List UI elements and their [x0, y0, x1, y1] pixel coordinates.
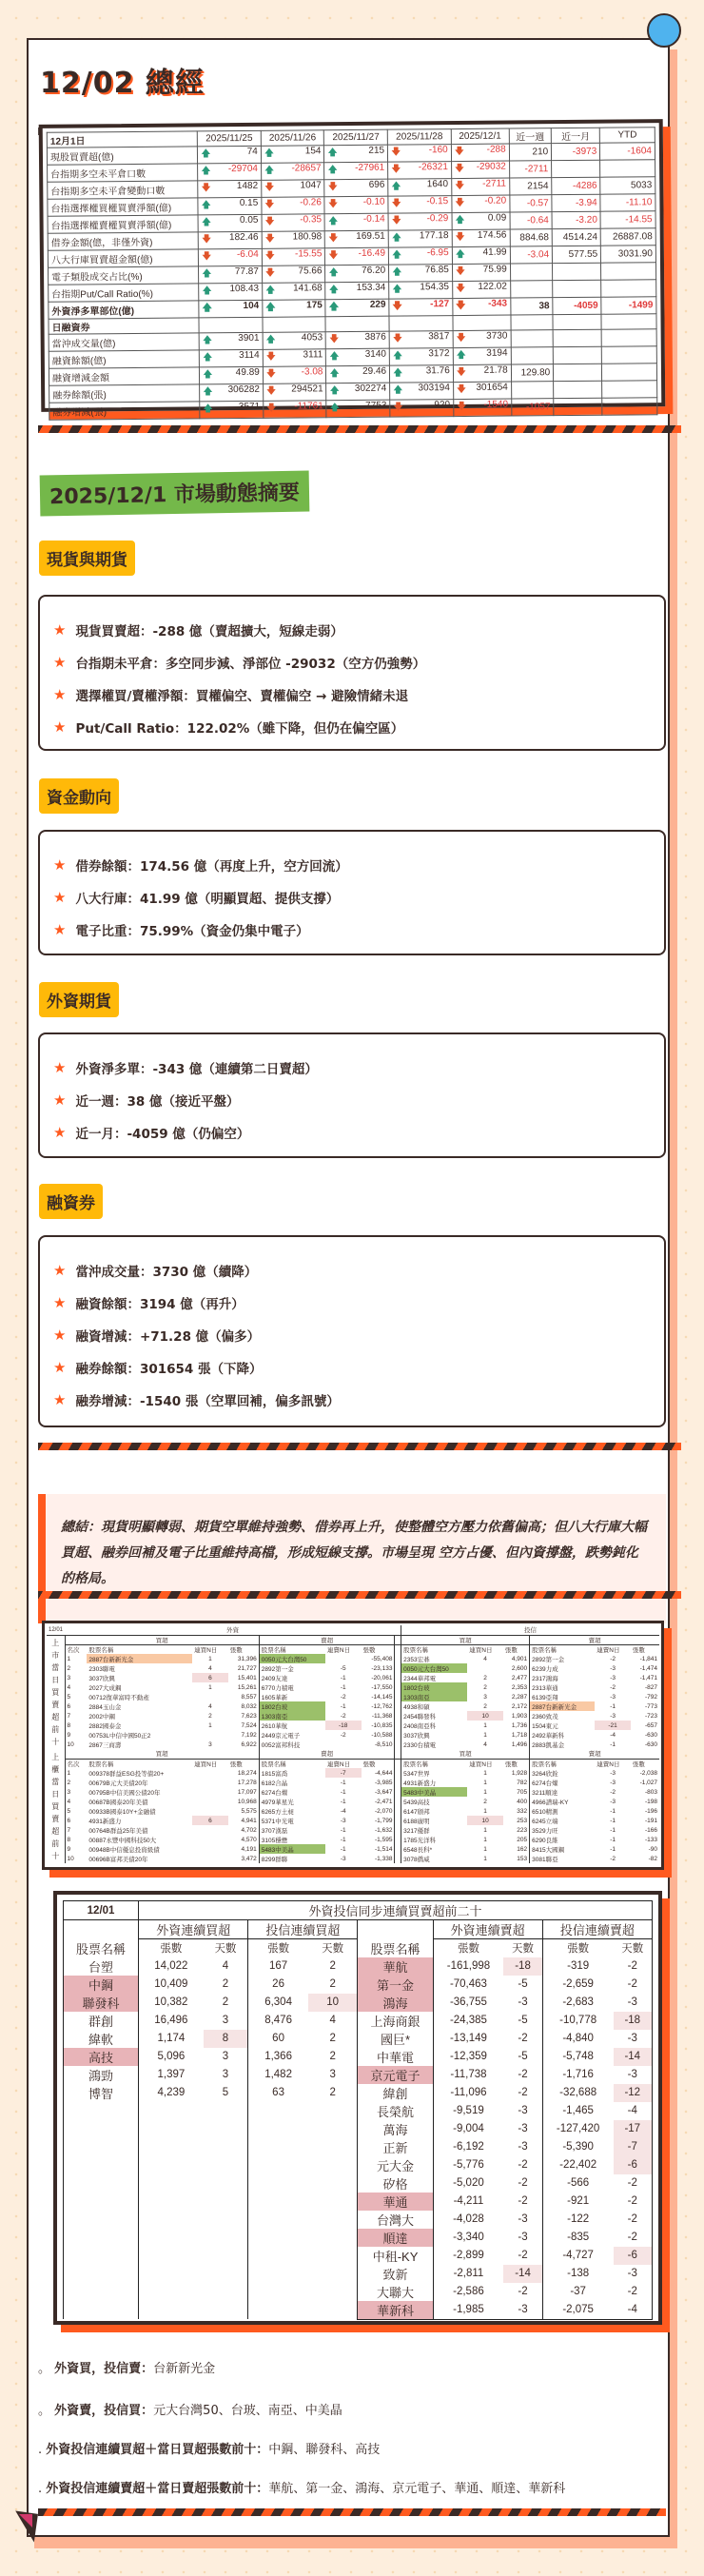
- sync-row: 鴻勁 1,397 3 1,482 3 京元電子 -11,738 -2 -1,716 -3: [64, 2066, 653, 2084]
- star-icon: ★: [53, 856, 67, 874]
- sync-row: 順達 -3,340 -3 -835 -2: [64, 2229, 653, 2247]
- table-row: 日融資券: [49, 314, 656, 335]
- sync-row: 華新科 -1,985 -3 -2,075 -4: [64, 2301, 653, 2320]
- sync-row: 聯發科 10,382 2 6,304 10 鴻海 -36,755 -3 -2,683 -3: [64, 1994, 653, 2012]
- up-arrow-icon: 🡅: [203, 386, 213, 398]
- down-arrow-icon: 🡇: [391, 164, 401, 175]
- up-arrow-icon: 🡅: [328, 285, 340, 296]
- down-arrow-icon: 🡇: [265, 368, 277, 380]
- sync-row: 緯軟 1,174 8 60 2 國巨* -13,149 -2 -4,840 -3: [64, 2030, 653, 2048]
- down-arrow-icon: 🡇: [327, 199, 339, 210]
- star-icon: ★: [53, 1059, 67, 1076]
- bullet-text: 融券餘額：301654 張（下降）: [75, 1362, 263, 1377]
- rank-row: 3 00795B中信美國公債20年 17,097 6274台燿 -1 -3,647 5483中美晶 1 705 3211順達 -2 -803: [67, 1788, 657, 1797]
- rank-row: 2 00679B元大美債20年 17,278 6182合晶 -1 -3,985 4931新盛力 1 782 6274台燿 -3 -1,027: [67, 1779, 657, 1787]
- macro-table-image: [39, 119, 666, 419]
- rank-row: 9 00753L中信中國50正2 7,192 2449京元電子 -2 -10,588 3037欣興 1 1,718 2492華新科 -4 -630: [67, 1731, 657, 1740]
- down-arrow-icon: 🡇: [327, 182, 339, 193]
- bullet-text: 近一月：-4059 億（仍偏空）: [75, 1127, 250, 1142]
- sync-row: 華通 -4,211 -2 -921 -2: [64, 2193, 653, 2211]
- down-arrow-icon: 🡇: [393, 402, 403, 413]
- bullet-item: [53, 711, 651, 743]
- bullet-item: [53, 1351, 651, 1384]
- bullet-text: 選擇權買/賣權淨額：買權偏空、賣權偏空 → 避險情緒未退: [75, 689, 409, 704]
- down-arrow-icon: 🡇: [456, 383, 467, 396]
- up-arrow-icon: 🡅: [392, 266, 402, 278]
- table-row: 借券金額(億，非僅外資) 🡇 182.46 🡇 180.98 🡇 169.51 🡅 177.18 🡇 174.56 884.68 4514.24 26887.08: [48, 228, 655, 251]
- rank-row: 8 00887永豐中國科技50大 4,570 3105穩懋 -1 -1,595 1785光洋科 1 205 6290良維 -1 -133: [67, 1836, 657, 1844]
- footnote-3: . 外資投信連續買超＋當日買超張數前十：中鋼、聯發科、高技: [38, 2443, 381, 2457]
- table-header: 12月1日 2025/11/25 2025/11/26 2025/11/27 2025/11/28 2025/12/1 近一週 近一月 YTD: [47, 128, 655, 148]
- rank-row: 10 2867三商壽 3 6,922 0052富邦科技 -8,510 2330台積電 4 1,496 2883凱基金 -1 -630: [67, 1740, 657, 1749]
- bullet-item: [53, 1052, 651, 1084]
- table-row: 台指選擇權賣權買賣淨額(億) 🡅 0.05 🡇 -0.35 🡅 -0.14 🡇 -0.29 🡅 0.09 -0.64 -3.20 -14.55: [48, 211, 655, 234]
- down-arrow-icon: 🡇: [265, 351, 277, 363]
- rank-row: 4 2027大成鋼 1 15,261 6770力積電 -1 -17,550 1802台玻 2 2,353 2313華通 -2 -827: [67, 1683, 657, 1692]
- up-arrow-icon: 🡅: [328, 216, 339, 227]
- sync-row: 正新 -6,192 -3 -5,390 -7: [64, 2138, 653, 2156]
- tag-margin: 融資券: [39, 1184, 103, 1219]
- up-arrow-icon: 🡅: [201, 217, 212, 228]
- down-arrow-icon: 🡇: [264, 233, 275, 245]
- stripe-divider: [38, 1591, 681, 1599]
- up-arrow-icon: 🡅: [455, 248, 465, 261]
- star-icon: ★: [53, 889, 67, 906]
- stripe-divider: [38, 2508, 666, 2516]
- box-spot-futures: [38, 595, 666, 751]
- star-icon: ★: [53, 921, 67, 938]
- star-icon: ★: [53, 1262, 67, 1279]
- down-arrow-icon: 🡇: [201, 183, 211, 194]
- rank-row: 3 3037欣興 6 15,401 2409友達 -1 -20,061 2344華邦電 2 2,477 2317鴻海 -3 -1,471: [67, 1674, 657, 1682]
- up-arrow-icon: 🡅: [264, 165, 275, 176]
- up-arrow-icon: 🡅: [392, 284, 402, 295]
- footnote-1: 。 外資買，投信賣：台新新光金: [38, 2362, 216, 2376]
- down-arrow-icon: 🡇: [455, 283, 466, 295]
- bullet-item: [53, 1116, 651, 1149]
- star-icon: ★: [53, 1359, 67, 1376]
- up-arrow-icon: 🡅: [328, 267, 339, 279]
- stripe-divider: [38, 1443, 681, 1450]
- down-arrow-icon: 🡇: [391, 198, 401, 209]
- down-arrow-icon: 🡇: [456, 332, 466, 344]
- corner-decoration-pink: [19, 2514, 32, 2527]
- rank-row: 7 00764B群益25年美債 4,702 3707漢磊 -1 -1,632 3217優群 1 223 3529力旺 -1 -166: [67, 1826, 657, 1835]
- bullet-item: [53, 1287, 651, 1319]
- up-arrow-icon: 🡅: [203, 369, 213, 381]
- rank-row: 1 2887台新新光金 1 31,396 0050元大台灣50 -55,408 2353宏碁 4 4,901 2892第一金 -2 -1,841: [67, 1655, 657, 1663]
- rank-row: 6 4931新盛力 6 4,941 5371中光電 -3 -1,799 6188廣明 10 253 6245立端 -1 -191: [67, 1817, 657, 1825]
- bullet-text: 電子比重：75.99%（資金仍集中電子）: [75, 924, 309, 939]
- tag-foreign-futures: 外資期貨: [39, 982, 119, 1017]
- down-arrow-icon: 🡇: [328, 250, 339, 262]
- up-arrow-icon: 🡅: [391, 232, 402, 244]
- sync-row: 長榮航 -9,519 -3 -1,465 -4: [64, 2102, 653, 2120]
- down-arrow-icon: 🡇: [455, 231, 465, 244]
- sync-row: 台塑 14,022 4 167 2 華航 -161,998 -18 -319 -2: [64, 1957, 653, 1976]
- down-arrow-icon: 🡇: [202, 251, 212, 263]
- down-arrow-icon: 🡇: [454, 163, 465, 175]
- sync-row: 群創 16,496 3 8,476 4 上海商銀 -24,385 -5 -10,778 -18: [64, 2012, 653, 2030]
- up-arrow-icon: 🡅: [202, 268, 212, 280]
- table-row: 現股買賣超(億) 🡅 74 🡅 154 🡅 215 🡇 -160 🡇 -288 210 -3973 -1604: [47, 143, 655, 166]
- tag-spot-futures: 現貨與期貨: [39, 541, 135, 576]
- bullet-text: 現貨買賣超：-288 億（賣超擴大，短線走弱）: [75, 624, 343, 639]
- down-arrow-icon: 🡇: [201, 234, 212, 246]
- rank-row: 7 2002中鋼 2 7,623 1303南亞 -2 -11,368 2454聯發科 10 1,903 2360致茂 -3 -723: [67, 1712, 657, 1721]
- rank-row: 9 00948B中信優息投資級債 4,191 5483中美晶 -1 -1,514 6548長科* 1 162 8415大國鋼 -1 -90: [67, 1845, 657, 1854]
- sync-consecutive-table: 12/01 外資投信同步連續買賣超前二十 外資連續買超 投信連續買超 外資連續賣超 投信連續賣超 股票名稱 張數 天數 張數 天數 股票名稱 張數 天數 張數 天數 台塑 14,022 4 167 2 華航 -161,998 -18 -319 -2 中鋼 10,409 2 26 2 第一金 -70,463 -5 -2,659 -2 聯發科 10,382 2 6,304 10 鴻海 -36,755 -3 -2,683 -3 群創 16,496 3 8,476 4 上海商銀 -24,385 -5 -10,778 -18 緯軟 1,174 8 60 2 國巨* -13,149 -2 -4,840 -3 高技 5,096 3 1,366 2 中華電 -12,359 -5 -5,748 -14 鴻勁 1,397 3 1,482 3 京元電子 -11,738 -2 -1,716 -3 博智 4,239 5 63 2 緯創 -11,096 -2 -32,688 -12 長榮航 -9,519 -3 -1,465 -4 萬海 -9,004 -3 -127,420 -17 正新 -6,192 -3 -5,390 -7 元大金 -5,776 -2 -22,402 -6 矽格 -5,020 -2 -566 -2 華通 -4,211 -2 -921 -2 台灣大 -4,028 -3 -122 -2 順達 -3,340 -3 -835 -2 中租-KY -2,899 -2 -4,727 -6 致新 -2,811 -14 -138 -3 大聯大 -2,586 -2 -37 -2 華新科 -1,985 -3 -2,075 -4: [63, 1900, 653, 2320]
- rank-row: 5 00933B國泰10Y+金融債 5,575 6265方土昶 -4 -2,070 6147頎邦 1 332 6510精測 -1 -196: [67, 1807, 657, 1816]
- sync-row: 高技 5,096 3 1,366 2 中華電 -12,359 -5 -5,748 -14: [64, 2048, 653, 2066]
- bullet-item: [53, 1084, 651, 1116]
- up-arrow-icon: 🡅: [202, 285, 212, 297]
- sync-table-image: [53, 1891, 662, 2325]
- up-arrow-icon: 🡅: [202, 352, 213, 364]
- bullet-text: 外資淨多單：-343 億（連續第二日賣超）: [75, 1062, 318, 1077]
- footnote-2: 。 外資賣，投信買：元大台灣50、台玻、南亞、中美晶: [38, 2404, 342, 2418]
- down-arrow-icon: 🡇: [329, 334, 340, 345]
- blue-dot-decoration: [647, 13, 681, 48]
- bullet-item: [53, 849, 651, 881]
- up-arrow-icon: 🡅: [327, 165, 338, 176]
- down-arrow-icon: 🡇: [455, 197, 465, 209]
- down-arrow-icon: 🡇: [264, 216, 275, 227]
- up-arrow-icon: 🡅: [202, 335, 213, 346]
- up-arrow-icon: 🡅: [265, 285, 276, 296]
- up-arrow-icon: 🡅: [455, 214, 465, 226]
- down-arrow-icon: 🡇: [456, 366, 467, 379]
- up-arrow-icon: 🡅: [328, 302, 340, 313]
- table-row: 融資增減金額 🡅 49.89 🡇 -3.08 🡅 29.46 🡅 31.76 🡇 21.78 129.80: [49, 364, 656, 386]
- up-arrow-icon: 🡅: [329, 403, 341, 414]
- down-arrow-icon: 🡇: [392, 333, 403, 344]
- bullet-text: 近一週：38 億（接近平盤）: [75, 1094, 240, 1110]
- table-row: 融資餘額(億) 🡅 3114 🡇 3111 🡅 3140 🡅 3172 🡅 3194: [49, 346, 656, 369]
- up-arrow-icon: 🡅: [203, 403, 213, 415]
- bullet-text: 融資餘額：3194 億（再升）: [75, 1297, 244, 1312]
- sync-row: 中鋼 10,409 2 26 2 第一金 -70,463 -5 -2,659 -2: [64, 1976, 653, 1994]
- down-arrow-icon: 🡇: [266, 403, 277, 414]
- sync-row: 中租-KY -2,899 -2 -4,727 -6: [64, 2247, 653, 2265]
- up-arrow-icon: 🡅: [265, 302, 276, 313]
- bullet-text: Put/Call Ratio：122.02%（雖下降，但仍在偏空區）: [75, 721, 404, 737]
- star-icon: ★: [53, 621, 67, 639]
- rank-table-image: [42, 1621, 664, 1870]
- rank-row: 6 2884玉山金 4 8,032 1802台玻 -1 -12,762 4938和碩 2 2,172 2887台新新光金 -1 -773: [67, 1702, 657, 1711]
- table-row: 融券增減(張) 🡅 3571 🡇 -11761 🡅 7753 🡇 920 🡇 -1540 -1057: [49, 398, 657, 421]
- rank-row: 10 00696B富邦美債20年 3,472 8299群聯 -3 -1,338 3078僑威 1 153 3081聯亞 -2 -82: [67, 1855, 657, 1863]
- bullet-item: [53, 678, 651, 711]
- table-row: 台指期Put/Call Ratio(%) 🡅 108.43 🡅 141.68 🡅 153.34 🡅 154.35 🡇 122.02: [49, 280, 656, 303]
- up-arrow-icon: 🡅: [393, 384, 403, 396]
- star-icon: ★: [53, 654, 67, 671]
- table-row: 當沖成交量(億) 🡅 3901 🡅 4053 🡇 3876 🡇 3817 🡇 3730: [49, 329, 656, 352]
- down-arrow-icon: 🡇: [264, 199, 275, 210]
- sync-row: 萬海 -9,004 -3 -127,420 -17: [64, 2120, 653, 2138]
- rank-row: 8 2882國泰金 1 7,524 2610華航 -18 -10,835 2408南亞科 1 1,736 1504東元 -21 -657: [67, 1721, 657, 1730]
- sync-row: 矽格 -5,020 -2 -566 -2: [64, 2174, 653, 2193]
- bullet-text: 八大行庫：41.99 億（明顯買超、提供支撐）: [75, 892, 340, 907]
- down-arrow-icon: 🡇: [264, 267, 276, 279]
- bullet-text: 台指期未平倉：多空同步減、淨部位 -29032（空方仍強勢）: [75, 657, 426, 672]
- up-arrow-icon: 🡅: [201, 166, 211, 177]
- table-row: 融券餘額(張) 🡅 306282 🡇 294521 🡅 302274 🡅 303194 🡇 301654: [49, 381, 657, 403]
- down-arrow-icon: 🡇: [391, 215, 402, 226]
- bullet-text: 融券增減：-1540 張（空單回補，偏多訊號）: [75, 1394, 340, 1409]
- tag-capital-flow: 資金動向: [39, 778, 119, 814]
- up-arrow-icon: 🡅: [391, 249, 402, 261]
- box-capital-flow: [38, 830, 666, 955]
- table-row: 台指選擇權買權買賣淨額(億) 🡅 0.15 🡇 -0.26 🡇 -0.10 🡇 -0.15 🡇 -0.20 -0.57 -3.94 -11.10: [48, 194, 655, 217]
- footnote-4: . 外資投信連續賣超＋當日賣超張數前十：華航、第一金、鴻海、京元電子、華通、順達、華新科: [38, 2482, 566, 2496]
- rank-row: 5 00712復華富時不動產 8,557 1605華新 -2 -14,145 1303南亞 3 2,287 6139亞翔 -3 -792: [67, 1693, 657, 1701]
- star-icon: ★: [53, 1294, 67, 1311]
- up-arrow-icon: 🡅: [264, 147, 275, 159]
- table-row: 八大行庫買賣超金額(億) 🡇 -6.04 🡇 -15.55 🡇 -16.49 🡅 -6.95 🡅 41.99 -3.04 577.55 3031.90: [48, 246, 655, 268]
- up-arrow-icon: 🡅: [391, 181, 401, 192]
- down-arrow-icon: 🡇: [456, 300, 466, 312]
- bullet-item: [53, 881, 651, 914]
- sync-row: 博智 4,239 5 63 2 緯創 -11,096 -2 -32,688 -12: [64, 2084, 653, 2102]
- down-arrow-icon: 🡇: [392, 301, 402, 312]
- sync-row: 台灣大 -4,028 -3 -122 -2: [64, 2211, 653, 2229]
- down-arrow-icon: 🡇: [454, 180, 465, 192]
- stripe-divider: [38, 425, 681, 433]
- star-icon: ★: [53, 1327, 67, 1344]
- down-arrow-icon: 🡇: [391, 147, 401, 158]
- bullet-text: 當沖成交量：3730 億（續降）: [75, 1265, 258, 1280]
- up-arrow-icon: 🡅: [327, 147, 338, 159]
- table-row: 外資淨多單部位(億) 🡅 104 🡅 175 🡅 229 🡇 -127 🡇 -343 38 -4059 -1499: [49, 297, 656, 320]
- box-foreign-futures: [38, 1032, 666, 1158]
- star-icon: ★: [53, 1091, 67, 1109]
- box-margin: [38, 1235, 666, 1427]
- rank-row: 2 2303聯電 4 21,727 2892第一金 -5 -23,133 0050元大台灣50 2,600 6239力成 -3 -1,474: [67, 1664, 657, 1673]
- bullet-item: [53, 646, 651, 678]
- bullet-text: 借券餘額：174.56 億（再度上升，空方回流）: [75, 859, 348, 875]
- up-arrow-icon: 🡅: [393, 367, 403, 379]
- down-arrow-icon: 🡇: [455, 265, 466, 278]
- bullet-item: [53, 1254, 651, 1287]
- table-row: 台指期多空未平倉變動口數 🡇 1482 🡇 1047 🡇 696 🡅 1640 🡇 -2711 2154 -4286 5033: [48, 177, 655, 200]
- sync-row: 致新 -2,811 -14 -138 -3: [64, 2265, 653, 2283]
- summary-callout: 總結：現貨明顯轉弱、期貨空單維持強勢、借券再上升，使整體空方壓力依舊偏高；但八大行庫大幅買超、融券回補及電子比重維持高檔，形成短線支撐。市場呈現 空方占優、但內資撐盤，跌勢鈍化 的格局。: [38, 1494, 666, 1623]
- bullet-item: [53, 614, 651, 646]
- macro-indicators-table: [47, 127, 658, 421]
- star-icon: ★: [53, 686, 67, 703]
- bullet-item: [53, 1319, 651, 1351]
- bullet-item: [53, 914, 651, 946]
- down-arrow-icon: 🡇: [454, 146, 465, 158]
- daily-rank-table: 12/01 外資 投信 上 市 當 日 買 賣 超 前 十 買超 賣超 買超 賣超 名次 股票名稱 連買N日 張數 股票名稱 連賣N日 張數 股票名稱 連買N日 張數 股票名稱 連賣N日 張數 1 2887台新新光金 1 31,396 0050元大台灣50 -55,408 2353宏碁 4 4,901 2892第一金 -2 -1,841 2 2303聯電 4 21,727 2892第一金 -5 -23,133 0050元大台灣50 2,600 6239力成 -3 -1,474 3 3037欣興 6 15,401 2409友達 -1 -20,061 2344華邦電 2 2,477 2317鴻海 -3 -1,471 4 2027大成鋼 1 15,261 6770力積電 -1 -17,550 1802台玻 2 2,353 2313華通 -2 -827 5 00712復華富時不動產 8,557 1605華新 -2 -14,145 1303南亞 3 2,287 6139亞翔 -3 -792 6 2884玉山金 4 8,032 1802台玻 -1 -12,762 4938和碩 2 2,172 2887台新新光金 -1 -773 7 2002中鋼 2 7,623 1303南亞 -2 -11,368 2454聯發科 10 1,903 2360致茂 -3 -723 8 2882國泰金 1 7,524 2610華航 -18 -10,835 2408南亞科 1 1,736 1504東元 -21 -657 9 00753L中信中國50正2 7,192 2449京元電子 -2 -10,588 3037欣興 1 1,718 2492華新科 -4 -630 10 2867三商壽 3 6,922 0052富邦科技 -8,510 2330台積電 4 1,496 2883凱基金 -1 -630 上 櫃 當 日 買 賣 超 前 十 買超 賣超 買超 賣超 名次 股票名稱 連買N日 張數 股票名稱 連賣N日 張數 股票名稱 連買N日 張數 股票名稱 連賣N日 張數 1 009378群益ESG投等債20+ 18,274 1815富喬 -7 -4,644 5347世界 1 1,928 3264欣銓 -3 -2,038 2 00679B元大美債20年 17,278 6182合晶 -1 -3,985 4931新盛力 1 782 6274台燿 -3 -1,027 3 00795B中信美國公債20年 17,097 6274台燿 -1 -3,647 5483中美晶 1 705 3211順達 -2 -803 4 00687B國泰20年美債 10,968 4979華星光 -1 -2,471 5439高技 2 400 4966譜瑞-KY -3 -198 5 00933B國泰10Y+金融債 5,575 6265方土昶 -4 -2,070 6147頎邦 1 332 6510精測 -1 -196 6 4931新盛力 6 4,941 5371中光電 -3 -1,799 6188廣明 10 253 6245立端 -1 -191 7 00764B群益25年美債 4,702 3707漢磊 -1 -1,632 3217優群 1 223 3529力旺 -1 -166 8 00887永豐中國科技50大 4,570 3105穩懋 -1 -1,595 1785光洋科 1 205 6290良維 -1 -133 9 00948B中信優息投資級債 4,191 5483中美晶 -1 -1,514 6548長科* 1 162 8415大國鋼 -1 -90 10 00696B富邦美債20年 3,472 8299群聯 -3 -1,338 3078僑威 1 153 3081聯亞 -2 -82: [49, 1626, 657, 1863]
- up-arrow-icon: 🡅: [201, 148, 211, 160]
- up-arrow-icon: 🡅: [456, 349, 466, 362]
- table-row: 電子類股成交占比(%) 🡅 77.87 🡇 75.66 🡅 76.20 🡅 76.85 🡇 75.99: [49, 263, 656, 285]
- bullet-text: 融資增減：+71.28 億（偏多）: [75, 1329, 261, 1345]
- up-arrow-icon: 🡅: [202, 303, 212, 314]
- table-row: 台指期多空未平倉口數 🡅 -29704 🡅 -28657 🡅 -27961 🡇 -26321 🡇 -29032 -2711: [48, 160, 655, 183]
- up-arrow-icon: 🡅: [329, 385, 340, 397]
- up-arrow-icon: 🡅: [329, 351, 340, 363]
- bullet-item: [53, 1384, 651, 1416]
- rank-row: 4 00687B國泰20年美債 10,968 4979華星光 -1 -2,471 5439高技 2 400 4966譜瑞-KY -3 -198: [67, 1798, 657, 1806]
- star-icon: ★: [53, 1124, 67, 1141]
- page-title: 12/02 總經: [40, 67, 205, 100]
- summary-banner: 2025/12/1 市場動態摘要: [40, 471, 310, 517]
- down-arrow-icon: 🡇: [328, 233, 339, 245]
- down-arrow-icon: 🡇: [457, 401, 467, 413]
- sync-row: 元大金 -5,776 -2 -22,402 -6: [64, 2156, 653, 2174]
- up-arrow-icon: 🡅: [265, 334, 276, 345]
- up-arrow-icon: 🡅: [329, 368, 340, 380]
- down-arrow-icon: 🡇: [265, 385, 277, 397]
- up-arrow-icon: 🡅: [392, 350, 403, 362]
- down-arrow-icon: 🡇: [264, 250, 276, 262]
- rank-row: 1 009378群益ESG投等債20+ 18,274 1815富喬 -7 -4,644 5347世界 1 1,928 3264欣銓 -3 -2,038: [67, 1769, 657, 1778]
- sync-row: 大聯大 -2,586 -2 -37 -2: [64, 2283, 653, 2301]
- up-arrow-icon: 🡅: [201, 200, 211, 211]
- down-arrow-icon: 🡇: [264, 182, 275, 193]
- star-icon: ★: [53, 718, 67, 736]
- star-icon: ★: [53, 1391, 67, 1408]
